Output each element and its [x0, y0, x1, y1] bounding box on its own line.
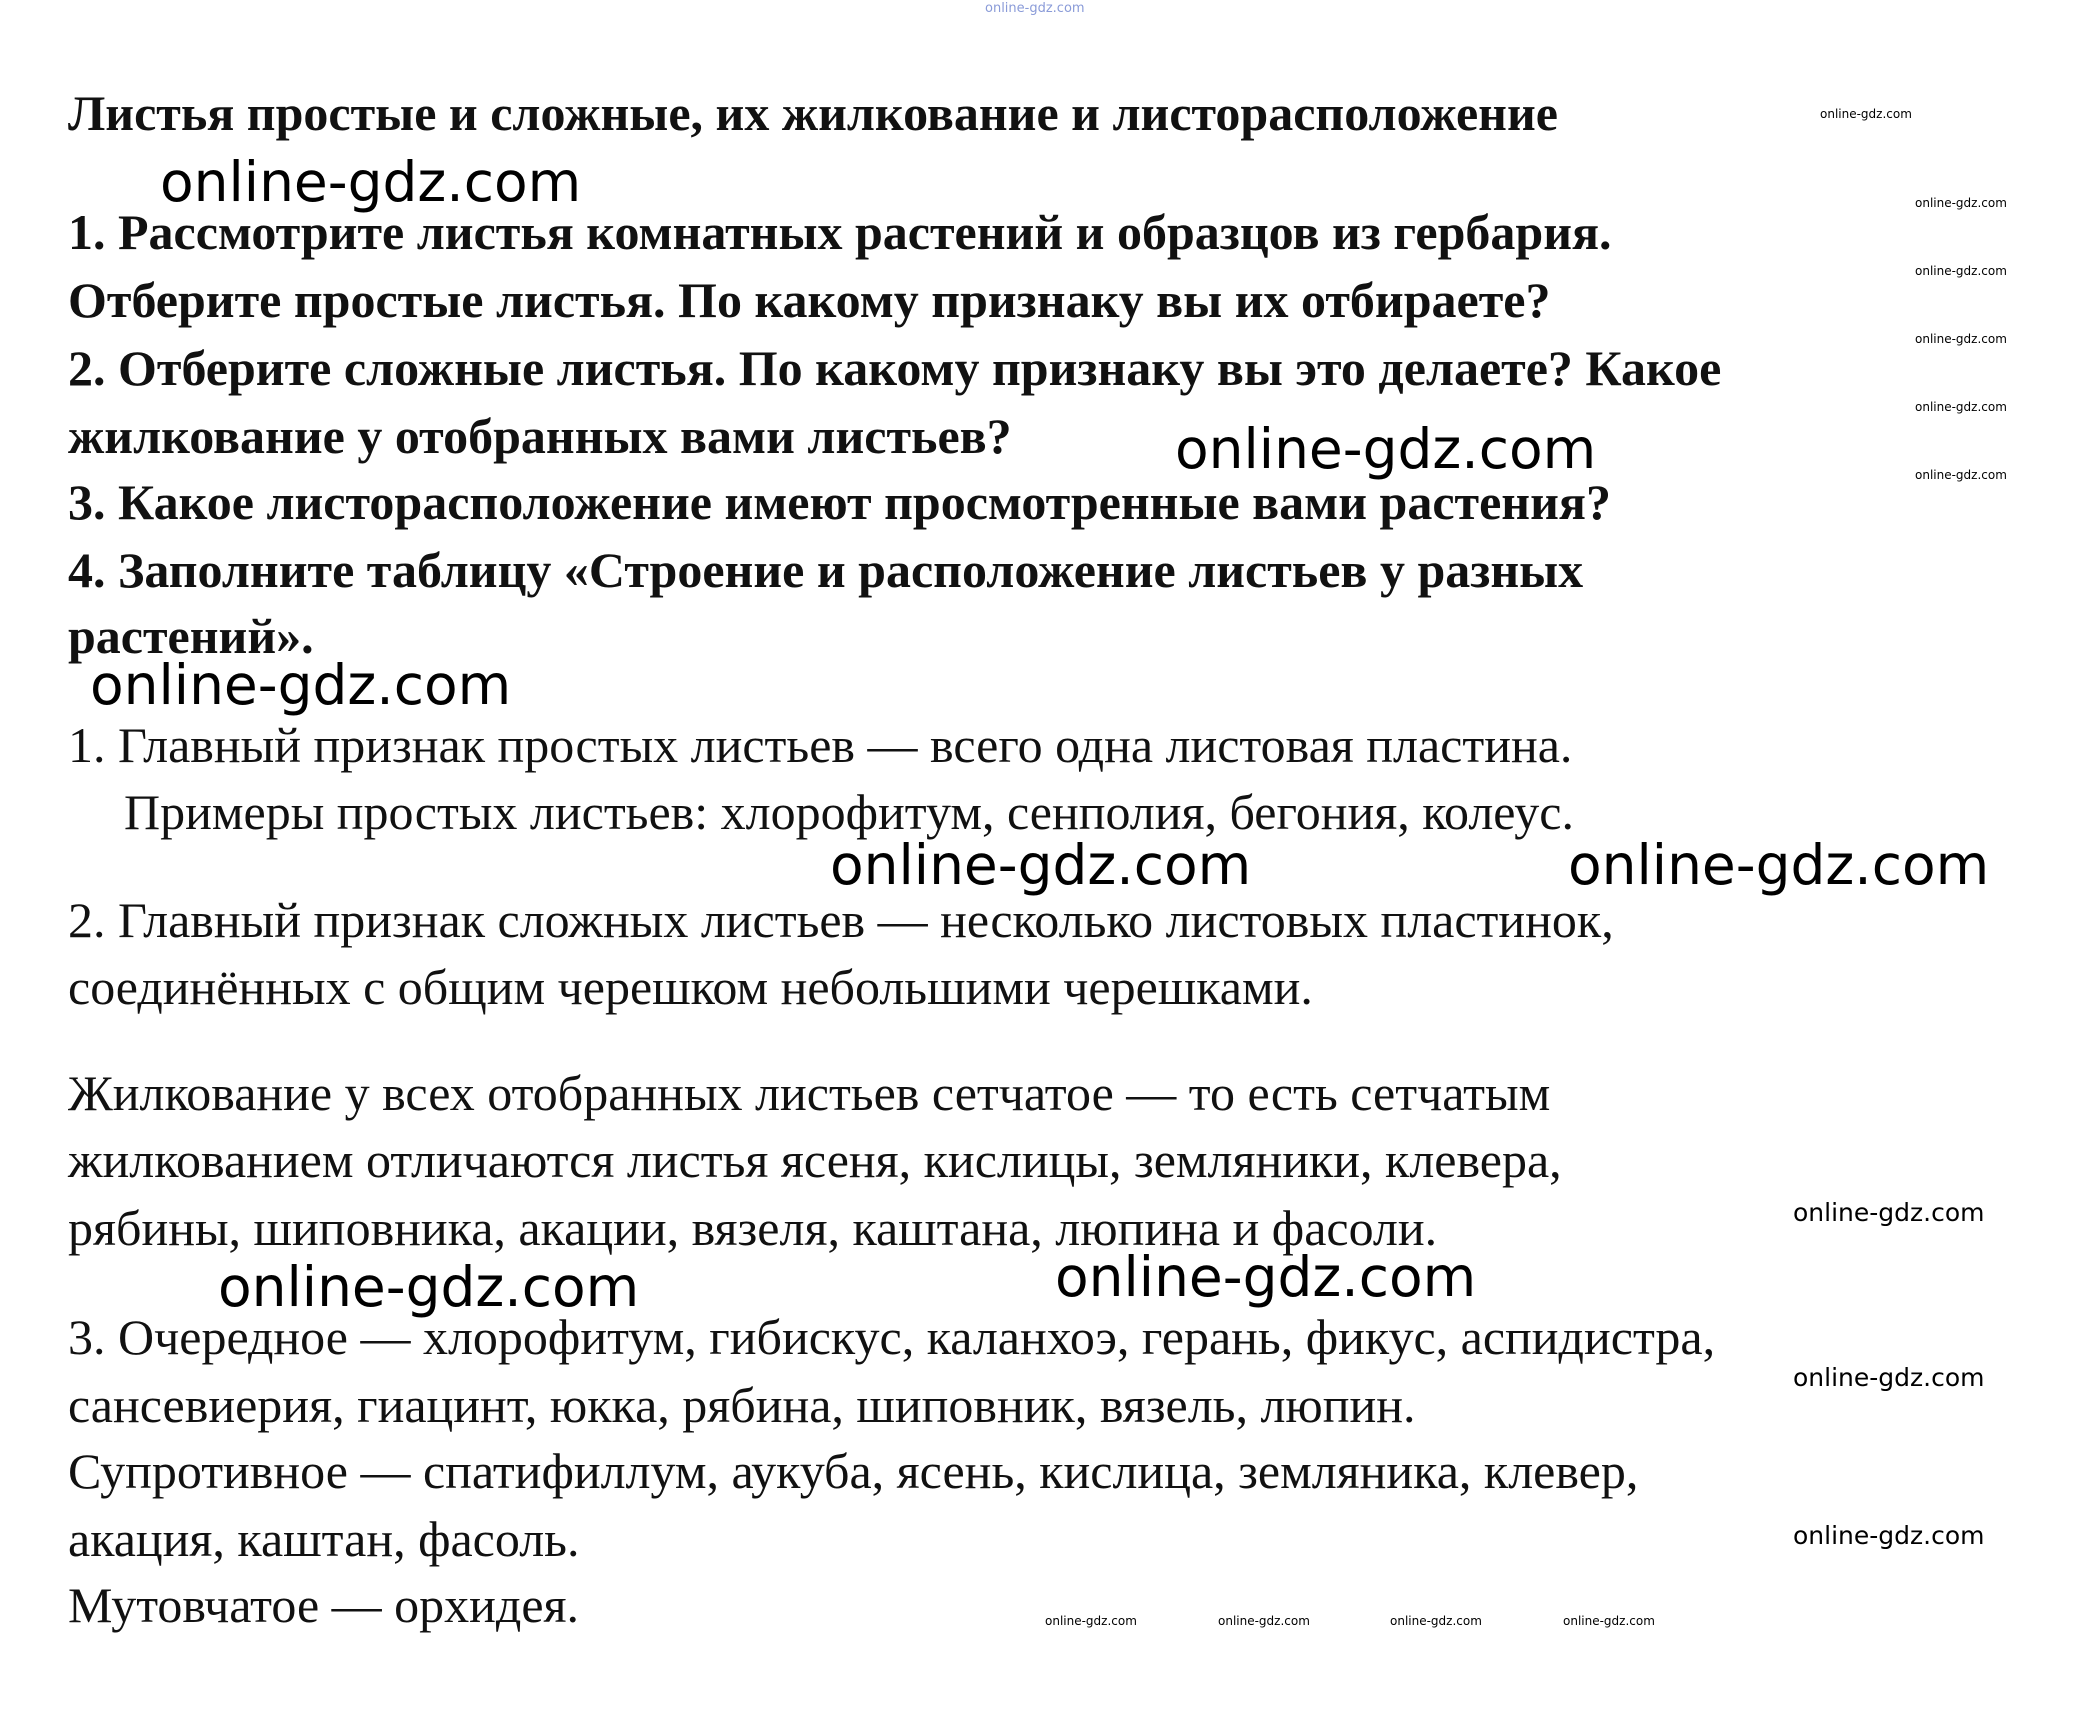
watermark-large: online-gdz.com — [1175, 417, 1597, 481]
answer-2-line-1: 2. Главный признак сложных листьев — несколько листовых пластинок, — [68, 892, 1614, 948]
question-1-line-2: Отберите простые листья. По какому признаку вы их отбираете? — [68, 272, 1551, 328]
watermark-large: online-gdz.com — [1055, 1245, 1477, 1309]
watermark-small: online-gdz.com — [1915, 332, 2007, 346]
answer-3-line-2: сансевиерия, гиацинт, юкка, рябина, шиповник, вязель, люпин. — [68, 1377, 1416, 1433]
question-2-line-1: 2. Отберите сложные листья. По какому признаку вы это делаете? Какое — [68, 340, 1722, 396]
watermark-small: online-gdz.com — [1563, 1614, 1655, 1628]
opposite-line-1: Супротивное — спатифиллум, аукуба, ясень, кислица, земляника, клевер, — [68, 1443, 1639, 1499]
watermark-small: online-gdz.com — [1915, 400, 2007, 414]
watermark-small: online-gdz.com — [1915, 468, 2007, 482]
watermark-large: online-gdz.com — [160, 150, 582, 214]
answer-1-line-1: 1. Главный признак простых листьев — всего одна листовая пластина. — [68, 717, 1573, 773]
watermark-top: online-gdz.com — [985, 1, 1085, 16]
question-4-line-1: 4. Заполните таблицу «Строение и расположение листьев у разных — [68, 542, 1584, 598]
watermark-large: online-gdz.com — [1568, 833, 1990, 897]
answer-1-line-2: Примеры простых листьев: хлорофитум, сенполия, бегония, колеус. — [124, 784, 1574, 840]
answer-2-line-2: соединённых с общим черешком небольшими черешками. — [68, 959, 1313, 1015]
venation-line-1: Жилкование у всех отобранных листьев сетчатое — то есть сетчатым — [68, 1065, 1551, 1121]
watermark-small: online-gdz.com — [1218, 1614, 1310, 1628]
question-3: 3. Какое листорасположение имеют просмотренные вами растения? — [68, 474, 1611, 530]
question-4-line-2: растений». — [68, 608, 314, 664]
watermark-large: online-gdz.com — [830, 833, 1252, 897]
watermark-small: online-gdz.com — [1820, 107, 1912, 121]
watermark-small: online-gdz.com — [1915, 264, 2007, 278]
watermark-small: online-gdz.com — [1045, 1614, 1137, 1628]
answer-3-line-1: 3. Очередное — хлорофитум, гибискус, каланхоэ, герань, фикус, аспидистра, — [68, 1309, 1716, 1365]
page-title: Листья простые и сложные, их жилкование и листорасположение — [68, 85, 1558, 141]
venation-line-2: жилкованием отличаются листья ясеня, кислицы, земляники, клевера, — [68, 1132, 1562, 1188]
opposite-line-2: акация, каштан, фасоль. — [68, 1511, 580, 1567]
venation-line-3: рябины, шиповника, акации, вязеля, каштана, люпина и фасоли. — [68, 1200, 1438, 1256]
watermark-small: online-gdz.com — [1390, 1614, 1482, 1628]
watermark-medium: online-gdz.com — [1793, 1521, 1985, 1550]
watermark-large: online-gdz.com — [90, 653, 512, 717]
watermark-large: online-gdz.com — [218, 1255, 640, 1319]
question-1-line-1: 1. Рассмотрите листья комнатных растений и образцов из гербария. — [68, 204, 1612, 260]
whorled-line: Мутовчатое — орхидея. — [68, 1577, 580, 1633]
watermark-medium: online-gdz.com — [1793, 1198, 1985, 1227]
watermark-medium: online-gdz.com — [1793, 1363, 1985, 1392]
watermark-small: online-gdz.com — [1915, 196, 2007, 210]
question-2-line-2: жилкование у отобранных вами листьев? — [68, 408, 1012, 464]
